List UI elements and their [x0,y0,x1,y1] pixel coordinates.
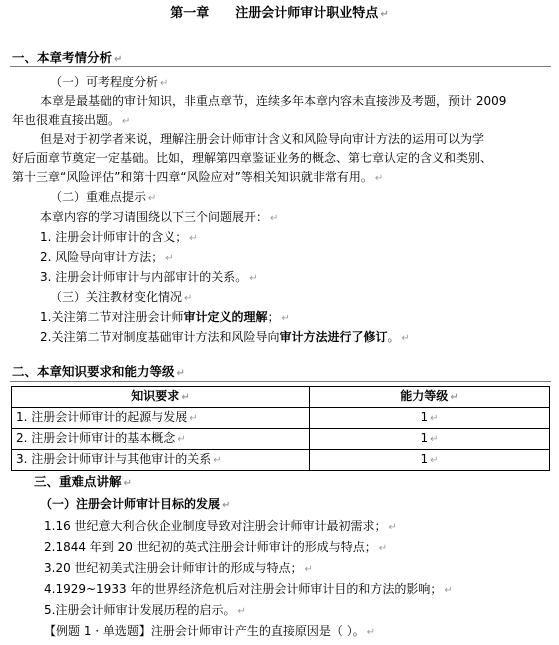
table-row [12,450,550,471]
paragraph: 好后面章节奠定一定基础。比如，理解第四章鉴证业务的概念、第七章认定的含义和类别、 [12,151,493,165]
section-divider [10,66,551,67]
table-cell: 1. 注册会计师审计的起源与发展 ↵ [12,408,310,429]
paragraph: 第十三章“风险评估”和第十四章“风险应对”等相关知识就非常有用。 ↵ [12,170,384,184]
paragraph: 年也很难直接出题。 ↵ [12,113,131,127]
sub1-heading: （一）可考程度分析 ↵ [50,75,169,89]
column-header: 知识要求 ↵ [12,387,310,408]
section1-heading: 一、本章考情分析 ↵ [12,50,123,65]
list-item: 1.关注第二节对注册会计师审计定义的理解； ↵ [40,310,290,324]
table-row [12,429,550,450]
list-item: 2.1844 年到 20 世纪初的英式注册会计师审计的形成与特点； ↵ [44,540,388,554]
table-cell: 1 ↵ [310,429,550,450]
list-item: 3.20 世纪初美式注册会计师审计的形成与特点； ↵ [44,561,313,575]
table-cell: 3. 注册会计师审计与其他审计的关系 ↵ [12,450,310,471]
page-title [0,6,559,23]
list-item: 5.注册会计师审计发展历程的启示。 ↵ [44,603,246,617]
list-item: 1. 注册会计师审计的含义； ↵ [40,230,198,244]
section3-heading: 三、重难点讲解 ↵ [34,474,132,489]
chapter-number: 第一章 [170,6,210,21]
table-cell: 2. 注册会计师审计的基本概念 ↵ [12,429,310,450]
table-cell: 1 ↵ [310,450,550,471]
knowledge-table [11,386,550,471]
paragraph: 本章内容的学习请围绕以下三个问题展开： ↵ [40,210,279,224]
column-header: 能力等级 ↵ [310,387,550,408]
paragraph-mark: ↵ [380,9,389,20]
table-row [12,408,550,429]
table-header-row [12,387,550,408]
list-item: 2.关注第二节对制度基础审计方法和风险导向审计方法进行了修订。 ↵ [40,330,410,344]
sub2-heading: （二）重难点提示 ↵ [50,190,157,204]
list-item: 4.1929~1933 年的世界经济危机后对注册会计师审计目的和方法的影响； ↵ [44,582,453,596]
chapter-name: 注册会计师审计职业特点 [235,6,379,21]
example-question: 【例题 1 · 单选题】注册会计师审计产生的直接原因是（ ）。 ↵ [44,624,376,638]
sub3-heading: （三）关注教材变化情况 ↵ [50,290,193,304]
paragraph: 本章是最基础的审计知识，非重点章节，连续多年本章内容未直接涉及考题，预计 2009 [40,94,507,108]
list-item: 2. 风险导向审计方法； ↵ [40,250,174,264]
section2-heading: 二、本章知识要求和能力等级 ↵ [12,364,185,379]
paragraph: 但是对于初学者来说，理解注册会计师审计含义和风险导向审计方法的运用可以为学 [40,132,485,146]
list-item: 3. 注册会计师审计与内部审计的关系。 ↵ [40,270,258,284]
sub-heading: （一）注册会计师审计目标的发展 ↵ [40,497,231,511]
section-divider [10,381,551,382]
table-cell: 1 ↵ [310,408,550,429]
list-item: 1.16 世纪意大利合伙企业制度导致对注册会计师审计最初需求； ↵ [44,519,397,533]
